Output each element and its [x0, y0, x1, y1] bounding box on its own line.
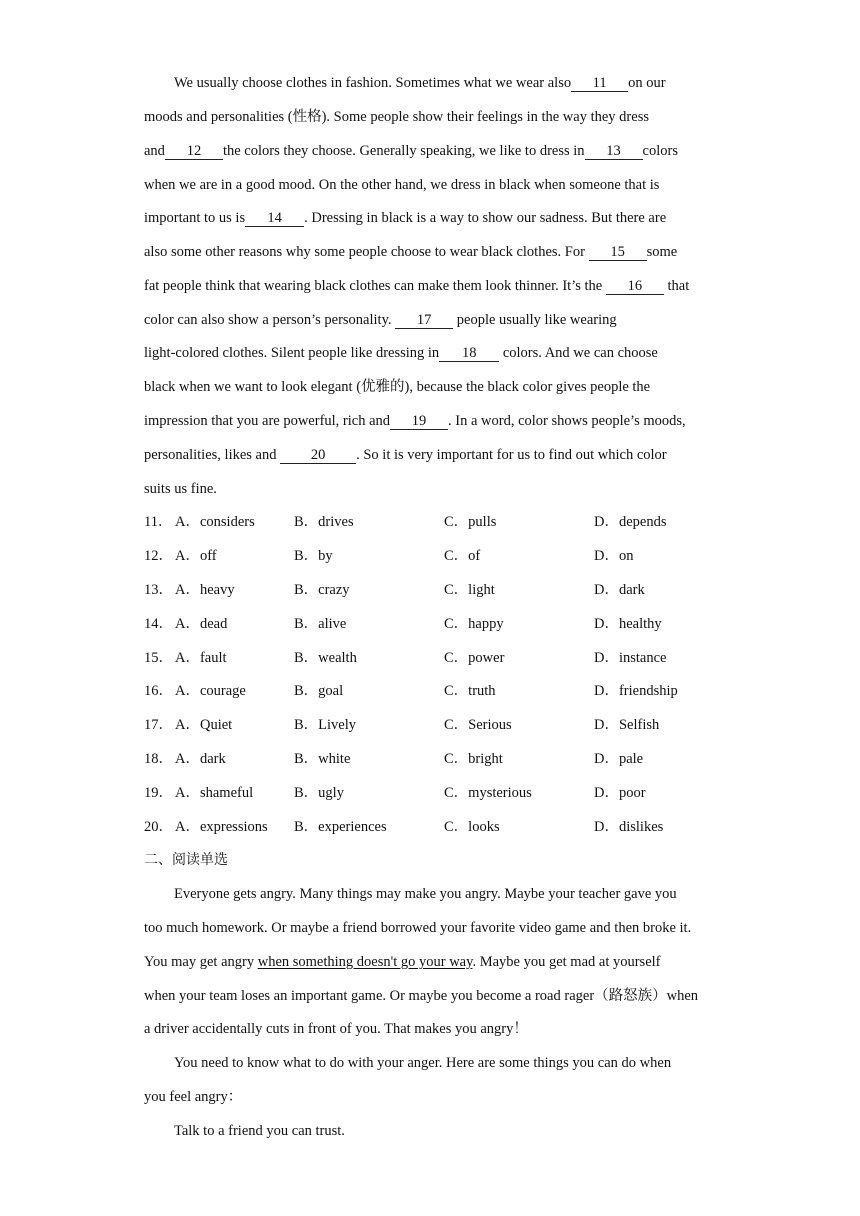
blank-14: 14	[245, 210, 304, 227]
text: . Dressing in black is a way to show our sadness. But there are	[304, 210, 667, 226]
blank-17: 17	[395, 312, 453, 329]
option-c: C．mysterious	[444, 785, 532, 801]
cloze-line-8	[144, 310, 617, 330]
text: colors	[642, 143, 678, 159]
option-b: B．Lively	[294, 717, 357, 733]
option-b: B．wealth	[294, 650, 357, 666]
option-b: B．experiences	[294, 819, 387, 835]
cloze-line-1	[174, 73, 666, 93]
text: You need to know what to do with your anger. Here are some things you can do when	[174, 1055, 672, 1071]
option-b: B．drives	[294, 514, 354, 530]
option-d: D．healthy	[594, 616, 662, 632]
text: you feel angry：	[144, 1089, 243, 1105]
cloze-line-13	[144, 479, 217, 499]
text: when we are in a good mood. On the other hand, we dress in black when someone that is	[144, 177, 660, 193]
option-c: C．pulls	[444, 514, 497, 530]
option-a: A．courage	[175, 683, 246, 699]
text: and	[144, 143, 165, 159]
option-a: A．fault	[175, 650, 227, 666]
reading-line-8	[174, 1121, 345, 1141]
reading-line-2	[144, 918, 691, 938]
option-c: C．of	[444, 548, 481, 564]
option-d: D．dark	[594, 582, 645, 598]
reading-line-5	[144, 1019, 528, 1039]
cloze-line-10	[144, 377, 650, 397]
question-number: 20．	[144, 819, 173, 835]
reading-line-1	[174, 884, 677, 904]
option-d: D．instance	[594, 650, 667, 666]
question-number: 15．	[144, 650, 173, 666]
option-b: B．crazy	[294, 582, 350, 598]
text: . In a word, color shows people’s moods,	[448, 413, 686, 429]
text: a driver accidentally cuts in front of you. That makes you angry！	[144, 1021, 528, 1037]
option-c: C．light	[444, 582, 495, 598]
text: You may get angry	[144, 954, 258, 970]
blank-20: 20	[280, 447, 356, 464]
option-a: A．expressions	[175, 819, 268, 835]
option-d: D．on	[594, 548, 634, 564]
option-d: D．Selfish	[594, 717, 660, 733]
option-a: A．heavy	[175, 582, 235, 598]
text: . Maybe you get mad at yourself	[472, 954, 661, 970]
option-d: D．poor	[594, 785, 646, 801]
cloze-line-9	[144, 343, 658, 363]
option-d: D．friendship	[594, 683, 678, 699]
option-c: C．happy	[444, 616, 504, 632]
text: colors. And we can choose	[499, 345, 658, 361]
option-b: B．ugly	[294, 785, 344, 801]
cloze-line-11	[144, 411, 686, 431]
question-number: 14．	[144, 616, 173, 632]
text: We usually choose clothes in fashion. Sometimes what we wear also	[174, 75, 572, 91]
option-c: C．bright	[444, 751, 503, 767]
text: that	[663, 278, 690, 294]
blank-12: 12	[165, 143, 223, 160]
question-number: 12．	[144, 548, 173, 564]
text: black when we want to look elegant (优雅的), because the black color gives people the	[144, 379, 651, 395]
text: too much homework. Or maybe a friend borrowed your favorite video game and then broke it.	[144, 920, 692, 936]
question-number: 17．	[144, 717, 173, 733]
option-a: A．shameful	[175, 785, 254, 801]
text: color can also show a person’s personality.	[144, 312, 396, 328]
option-c: C．Serious	[444, 717, 512, 733]
option-a: A．considers	[175, 514, 255, 530]
option-c: C．power	[444, 650, 505, 666]
blank-19: 19	[390, 413, 448, 430]
question-number: 18．	[144, 751, 173, 767]
option-d: D．dislikes	[594, 819, 664, 835]
text: Everyone gets angry. Many things may make you angry. Maybe your teacher gave you	[174, 886, 677, 902]
question-number: 19．	[144, 785, 173, 801]
text: when your team loses an important game. Or maybe you become a road rager（路怒族）when	[144, 988, 699, 1004]
question-number: 16．	[144, 683, 173, 699]
text: important to us is	[144, 210, 246, 226]
text: also some other reasons why some people choose to wear black clothes. For	[144, 244, 589, 260]
blank-11: 11	[571, 75, 628, 92]
question-number: 11．	[144, 514, 173, 530]
underlined-phrase: when something doesn't go your way	[257, 954, 473, 970]
blank-16: 16	[606, 278, 664, 295]
text: some	[646, 244, 678, 260]
reading-line-3	[144, 952, 660, 972]
cloze-line-2	[144, 107, 649, 127]
option-b: B．goal	[294, 683, 344, 699]
text: impression that you are powerful, rich and	[144, 413, 391, 429]
cloze-line-4	[144, 175, 659, 195]
blank-15: 15	[589, 244, 647, 261]
option-d: D．pale	[594, 751, 644, 767]
text: Talk to a friend you can trust.	[174, 1123, 345, 1139]
option-a: A．off	[175, 548, 217, 564]
option-b: B．by	[294, 548, 333, 564]
text: fat people think that wearing black clothes can make them look thinner. It’s the	[144, 278, 606, 294]
text: . So it is very important for us to find out which color	[356, 447, 667, 463]
option-a: A．dark	[175, 751, 226, 767]
option-a: A．dead	[175, 616, 228, 632]
text: moods and personalities (性格). Some people show their feelings in the way they dress	[144, 109, 649, 125]
text: suits us fine.	[144, 481, 217, 497]
option-b: B．white	[294, 751, 351, 767]
option-a: A．Quiet	[175, 717, 233, 733]
blank-13: 13	[585, 143, 643, 160]
reading-line-4	[144, 986, 698, 1006]
cloze-line-12	[144, 445, 667, 465]
question-number: 13．	[144, 582, 173, 598]
option-d: D．depends	[594, 514, 667, 530]
text: light-colored clothes. Silent people like dressing in	[144, 345, 440, 361]
cloze-line-7	[144, 276, 689, 296]
reading-line-7	[144, 1087, 242, 1107]
option-c: C．looks	[444, 819, 500, 835]
text: personalities, likes and	[144, 447, 281, 463]
option-b: B．alive	[294, 616, 347, 632]
option-c: C．truth	[444, 683, 496, 699]
cloze-line-5	[144, 208, 666, 228]
text: on our	[628, 75, 666, 91]
cloze-line-3	[144, 141, 678, 161]
cloze-line-6	[144, 242, 677, 262]
text: the colors they choose. Generally speaking, we like to dress in	[222, 143, 585, 159]
blank-18: 18	[439, 345, 499, 362]
text: people usually like wearing	[453, 312, 617, 328]
section-heading: 二、阅读单选	[144, 852, 228, 868]
reading-line-6	[174, 1053, 671, 1073]
